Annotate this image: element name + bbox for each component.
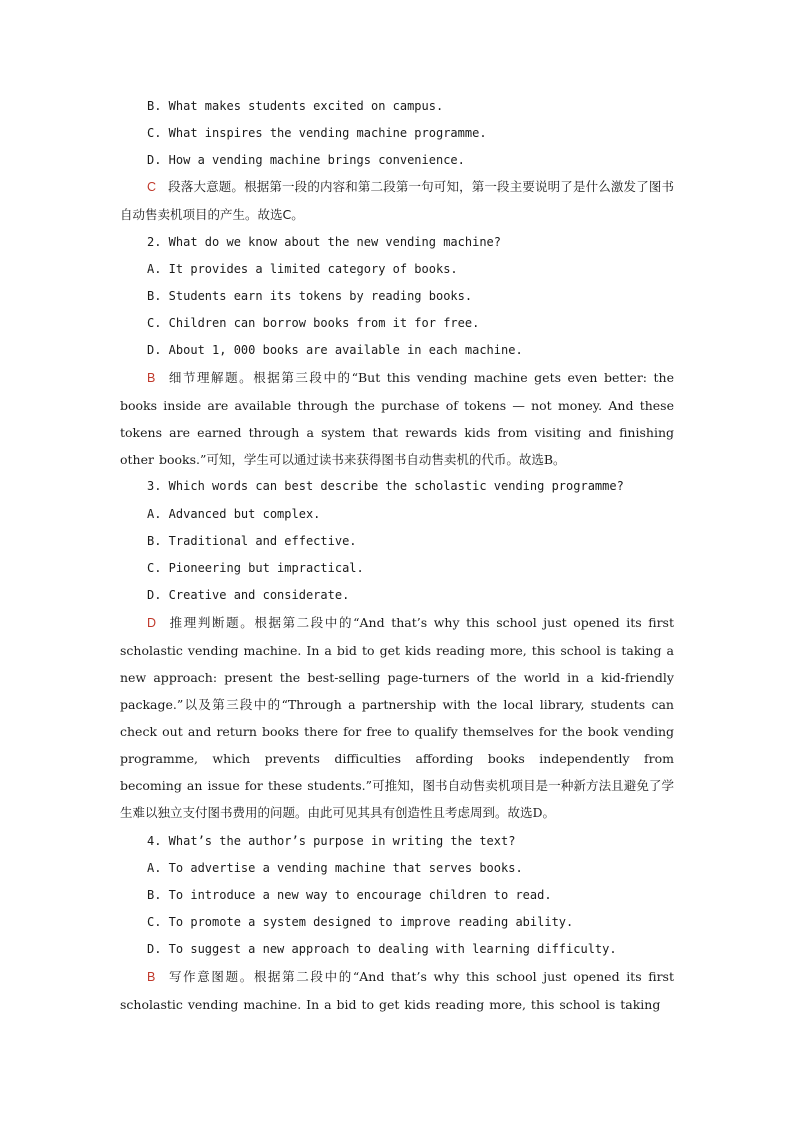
q3-option-d: D. Creative and considerate. — [147, 588, 350, 602]
q2-answer: B — [147, 371, 156, 385]
q2-option-b: B. Students earn its tokens by reading books. — [147, 289, 473, 303]
q3-option-a: A. Advanced but complex. — [147, 507, 321, 521]
q4-option-a: A. To advertise a vending machine that serves books. — [147, 861, 523, 875]
q3-explanation — [120, 609, 674, 826]
q3-option-b: B. Traditional and effective. — [147, 534, 357, 548]
q2-question: 2. What do we know about the new vending machine? — [147, 235, 502, 249]
q4-answer: B — [147, 970, 156, 984]
q1-answer: C — [147, 180, 157, 194]
q4-question: 4. What’s the author’s purpose in writing the text? — [147, 834, 516, 848]
q4-option-b: B. To introduce a new way to encourage children to read. — [147, 888, 552, 902]
q1-explanation — [120, 173, 674, 228]
q4-explanation — [120, 963, 674, 1018]
q1-option-c: C. What inspires the vending machine programme. — [147, 126, 487, 140]
q2-option-d: D. About 1, 000 books are available in each machine. — [147, 343, 523, 357]
q1-explanation-text: 段落大意题。根据第一段的内容和第二段第一句可知，第一段主要说明了是什么激发了图书自动售卖机项目的产生。故选C。 — [120, 179, 674, 222]
q4-option-d: D. To suggest a new approach to dealing with learning difficulty. — [147, 942, 617, 956]
q2-option-c: C. Children can borrow books from it for free. — [147, 316, 480, 330]
q3-option-c: C. Pioneering but impractical. — [147, 561, 364, 575]
q2-explanation-text: 细节理解题。根据第三段中的“But this vending machine gets even better: the books inside are available through the purchase of tokens — not money. And these tokens are earned through a system that rewards kids from visiting and finishing other books.”可知，学生可以通过读书来获得图书自动售卖机的代币。故选B。 — [120, 370, 674, 467]
q4-explanation-text: 写作意图题。根据第二段中的“And that’s why this school just opened its first scholastic vending machine. In a bid to get kids reading more, this school is taking — [120, 969, 674, 1012]
q3-question: 3. Which words can best describe the scholastic vending programme? — [147, 479, 624, 493]
q4-option-c: C. To promote a system designed to improve reading ability. — [147, 915, 574, 929]
q1-option-b: B. What makes students excited on campus. — [147, 99, 444, 113]
q1-option-d: D. How a vending machine brings convenience. — [147, 153, 465, 167]
q2-explanation — [120, 364, 674, 473]
q2-option-a: A. It provides a limited category of books. — [147, 262, 458, 276]
q3-answer: D — [147, 616, 157, 630]
q3-explanation-text: 推理判断题。根据第二段中的“And that’s why this school just opened its first scholastic vending machine. In a bid to get kids reading more, this school is taking a new approach: present the best-selling page-turners of the world in a kid-friendly package.”以及第三段中的“Through a partnership with the local library, students can check out and return books there for free to qualify themselves for the book vending programme, which prevents difficulties affording books independently from becoming an issue for these students.”可推知，图书自动售卖机项目是一种新方法且避免了学生难以独立支付图书费用的问题。由此可见其具有创造性且考虑周到。故选D。 — [120, 615, 674, 820]
